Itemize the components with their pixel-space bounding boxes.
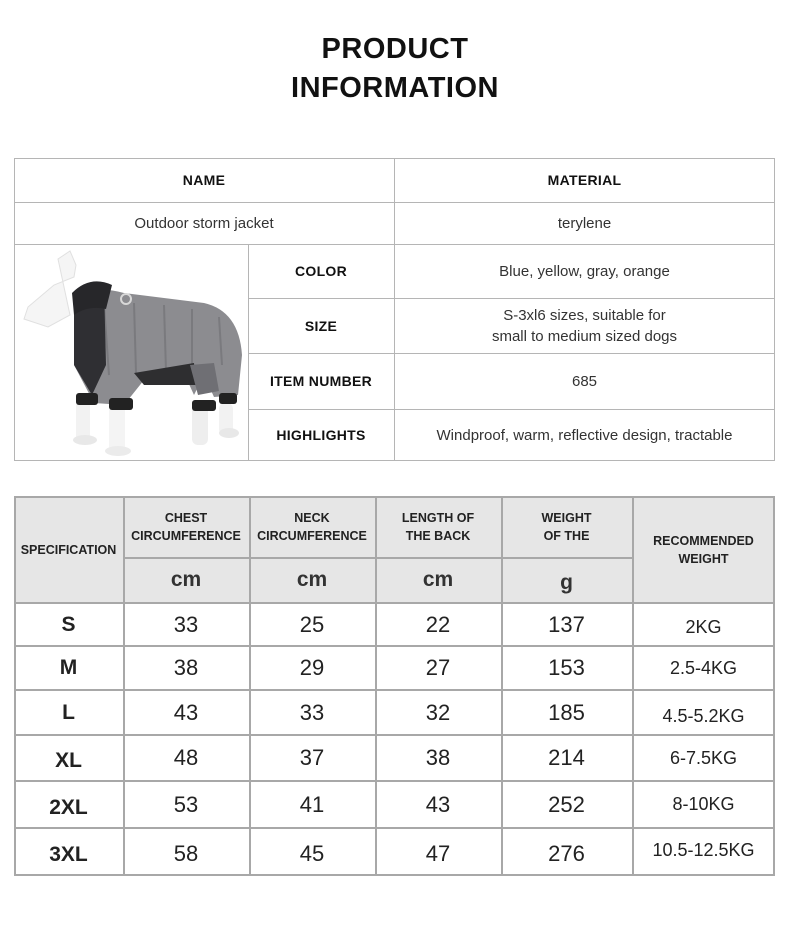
recommended-cell: 10.5-12.5KG [652,839,755,860]
weight-header-line-2: OF THE [543,529,590,543]
size-value-line-2: small to medium sized dogs [491,327,678,345]
neck-header-line-1: NECK [294,511,330,525]
name-header: NAME [182,172,226,188]
chest-cell: 58 [173,841,199,866]
color-value: Blue, yellow, gray, orange [499,262,670,280]
size-cell: XL [55,749,82,772]
neck-cell: 25 [299,611,325,637]
recommended-cell: 2.5-4KG [669,657,738,678]
chest-cell: 53 [173,791,199,817]
back-cell: 47 [425,841,451,866]
neck-cell: 33 [299,699,325,725]
weight-unit: g [560,571,573,594]
specification-header: SPECIFICATION [20,542,117,557]
size-cell: M [59,656,78,679]
recommended-cell: 6-7.5KG [669,747,738,768]
neck-cell: 29 [299,655,325,680]
size-cell: L [62,700,75,724]
back-length-header [375,496,501,558]
item-number-label: ITEM NUMBER [269,373,373,389]
material-value: terylene [557,214,612,232]
color-label: COLOR [294,263,348,279]
chest-cell: 33 [173,611,199,637]
back-header-line-2: THE BACK [405,529,471,543]
recommended-weight-header [632,496,775,603]
neck-unit: cm [296,568,328,591]
chest-header-line-2: CIRCUMFERENCE [131,529,241,543]
chest-unit: cm [170,568,202,591]
weight-header-line-1: WEIGHT [541,511,592,525]
back-cell: 38 [425,745,451,770]
size-chart-table [14,496,775,876]
neck-cell: 45 [299,841,325,866]
back-cell: 32 [425,699,451,725]
weight-header [501,496,632,558]
chest-header-line-1: CHEST [164,511,208,525]
name-value: Outdoor storm jacket [134,214,274,232]
chest-cell: 48 [173,745,199,770]
back-cell: 22 [425,611,451,637]
recommended-cell: 2KG [685,617,722,637]
size-cell: 3XL [49,843,88,866]
weight-cell: 185 [548,699,585,725]
rec-header-line-2: WEIGHT [678,551,729,566]
product-info-table [14,158,775,461]
weight-cell: 276 [548,841,585,866]
page-title [0,30,790,108]
highlights-value: Windproof, warm, reflective design, tractable [436,426,733,444]
size-value [394,298,775,353]
material-header: MATERIAL [547,172,622,188]
item-number-value: 685 [571,372,598,390]
back-header-line-1: LENGTH OF [401,511,475,525]
neck-header [249,496,375,558]
rec-header-line-1: RECOMMENDED [653,533,754,548]
weight-cell: 153 [548,655,585,680]
back-cell: 27 [425,655,451,680]
neck-cell: 41 [299,791,325,817]
chest-cell: 38 [173,655,199,680]
title-line-2: INFORMATION [291,72,499,104]
chest-cell: 43 [173,699,199,725]
neck-cell: 37 [299,745,325,770]
highlights-label: HIGHLIGHTS [276,427,366,443]
size-label: SIZE [304,317,338,334]
size-value-line-1: S-3xl6 sizes, suitable for [503,306,666,324]
title-line-1: PRODUCT [321,33,469,65]
recommended-cell: 4.5-5.2KG [662,706,745,726]
weight-cell: 252 [548,791,585,817]
size-cell: 2XL [49,795,88,819]
recommended-cell: 8-10KG [672,794,735,814]
back-cell: 43 [425,791,451,817]
weight-cell: 214 [548,745,585,770]
back-unit: cm [422,568,454,591]
neck-header-line-2: CIRCUMFERENCE [257,529,367,543]
chest-header [123,496,249,558]
dog-jacket-product-image [14,245,247,461]
weight-cell: 137 [548,611,585,637]
size-cell: S [61,612,76,636]
